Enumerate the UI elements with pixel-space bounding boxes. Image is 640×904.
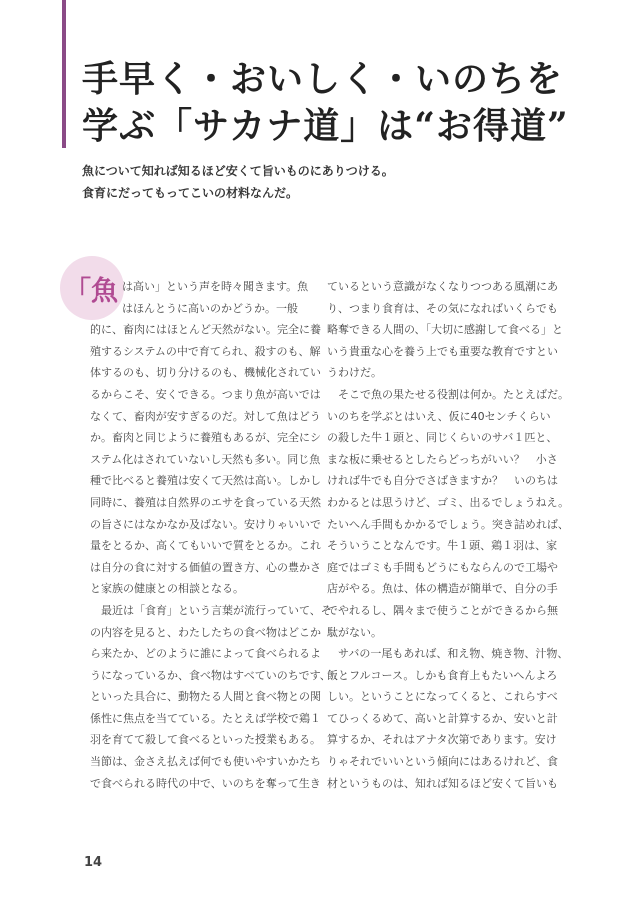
body-line: わかるとは思うけど、ゴミ、出るでしょうねえ。: [327, 495, 570, 509]
body-line: うになっているか、食べ物はすべていのちです、: [90, 668, 331, 682]
body-line: 種で比べると養殖は安くて天然は高い。しかし: [90, 474, 321, 488]
body-line: の殺した牛１頭と、同じくらいのサバ１匹と、: [327, 431, 558, 445]
body-line: は自分の食に対する価値の置き方、心の豊かさ: [90, 560, 321, 574]
article-title: [82, 56, 569, 150]
body-column-right: [327, 276, 569, 794]
body-line: といった具合に、動物たる人間と食べ物との関: [90, 690, 321, 704]
body-line: 略奪できる人間の、「大切に感謝して食べる」と: [327, 323, 564, 337]
body-line: はほんとうに高いのかどうか。一般: [122, 301, 298, 315]
body-line: りゃそれでいいという傾向にはあるけれど、食: [327, 755, 558, 769]
body-line: サバの一尾もあれば、和え物、焼き物、汁物、: [327, 647, 569, 661]
body-line: なくて、畜肉が安すぎるのだ。対して魚はどう: [90, 409, 321, 423]
body-line: そういうことなんです。牛１頭、鶏１羽は、家: [327, 539, 558, 553]
body-line: の旨さにはなかなか及ばない。安けりゃいいで: [90, 517, 321, 531]
body-column-left: [90, 276, 332, 794]
title-line-2: 学ぶ「サカナ道」は“お得道”: [82, 105, 569, 147]
body-line: で食べられる時代の中で、いのちを奪って生き: [90, 776, 321, 790]
body-line: 庭ではゴミも手間もどうにもならんので工場や: [327, 560, 558, 574]
body-line: 殖するシステムの中で育てられ、殺すのも、解: [90, 344, 321, 358]
body-line: しい。ということになってくると、これらすべ: [327, 690, 558, 704]
body-line: そこで魚の果たせる役割は何か。たとえばだ。: [327, 387, 569, 401]
body-line: うわけだ。: [327, 366, 382, 380]
body-line: と家族の健康との相談となる。: [90, 582, 244, 596]
article-lead: [82, 160, 394, 204]
body-line: るからこそ、安くできる。つまり魚が高いでは: [90, 387, 321, 401]
body-line: 量をとるか、高くてもいいで質をとるか。これ: [90, 539, 321, 553]
body-line: 最近は「食育」という言葉が流行っていて、そ: [90, 603, 332, 617]
body-line: たいへん手間もかかるでしょう。突き詰めれば、: [327, 517, 569, 531]
body-line: 同時に、養殖は自然界のエサを食っている天然: [90, 495, 321, 509]
body-line: ているという意識がなくなりつつある風潮にあ: [327, 280, 558, 293]
body-line: 係性に焦点を当てている。たとえば学校で鶏１: [90, 711, 321, 725]
title-accent-bar: [62, 0, 66, 148]
body-line: まな板に乗せるとしたらどっちがいい？ 小さ: [327, 452, 558, 466]
body-line: いう貴重な心を養う上でも重要な教育ですとい: [327, 344, 558, 358]
body-line: の内容を見ると、わたしたちの食べ物はどこか: [90, 625, 321, 639]
body-line: 飯とフルコース。しかも食育上もたいへんよろ: [327, 668, 558, 682]
body-line: 算するか、それはアナタ次第であります。安け: [327, 733, 557, 747]
body-line: いのちを学ぶとはいえ、仮に40センチくらい: [327, 409, 551, 423]
body-line: 駄がない。: [327, 625, 382, 639]
body-line: でやれるし、隅々まで使うことができるから無: [327, 603, 558, 617]
body-line: 当節は、金さえ払えば何でも使いやすいかたち: [90, 755, 321, 769]
body-line: ステム化はされていないし天然も多い。同じ魚: [90, 452, 321, 466]
body-line: は高い」という声を時々聞きます。魚: [122, 280, 309, 293]
body-line: 材というものは、知れば知るほど安くて旨いも: [327, 776, 558, 790]
body-line: 店がやる。魚は、体の構造が簡単で、自分の手: [327, 582, 558, 596]
page-number: 14: [84, 855, 103, 870]
body-line: ら来たか、どのように誰によって食べられるよ: [90, 647, 321, 661]
body-line: り、つまり食育は、その気になればいくらでも: [327, 301, 558, 315]
lead-line-1: 魚について知れば知るほど安くて旨いものにありつける。: [82, 164, 394, 178]
body-line: ければ牛でも自分でさばきますか？ いのちは: [327, 474, 558, 488]
body-line: てひっくるめて、高いと計算するか、安いと計: [327, 711, 558, 725]
body-line: 羽を育てて殺して食べるといった授業もある。: [90, 733, 321, 747]
body-line: か。畜肉と同じように養殖もあるが、完全にシ: [90, 431, 321, 445]
body-line: 体するのも、切り分けるのも、機械化されてい: [90, 366, 321, 380]
title-line-1: 手早く・おいしく・いのちを: [82, 58, 564, 100]
drop-cap-text: 「魚: [64, 276, 118, 307]
body-line: 的に、畜肉にはほとんど天然がない。完全に養: [90, 323, 321, 337]
lead-line-2: 食育にだってもってこいの材料なんだ。: [82, 186, 299, 200]
